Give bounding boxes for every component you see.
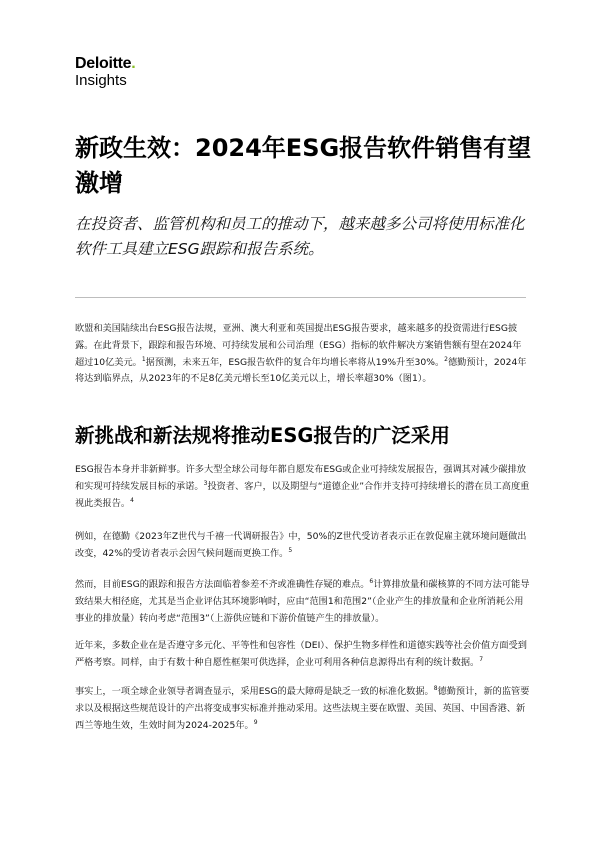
paragraph-3: [75, 577, 530, 627]
footnote-ref-8: 8: [433, 684, 438, 692]
paragraph-5: [75, 684, 530, 734]
logo-brand-text: Deloitte: [75, 55, 132, 72]
logo-brand: [75, 56, 135, 72]
intro-text-2: 据预测，未来五年，ESG报告软件的复合年均增长率将从19%升至30%。: [145, 356, 445, 368]
paragraph-4: [75, 638, 530, 672]
intro-paragraph: [75, 321, 530, 388]
paragraph-2: [75, 529, 530, 563]
logo-insights: Insights: [75, 72, 127, 89]
footnote-ref-7: 7: [479, 655, 484, 663]
intro-text-3: 德勤预计，2024年将达到临界点，从2023年的不足8亿美元增长至10亿美元以上，增长率超30%（图1）。: [75, 356, 527, 385]
paragraph-1-text-1: ESG报告本身并非新鲜事。许多大型全球公司每年都自愿发布ESG或企业可持续发展报告，强调其对减少碳排放和实现可持续发展目标的承诺。: [75, 464, 526, 492]
paragraph-5-text-1: 事实上，一项全球企业领导者调查显示，采用ESG的最大障碍是缺乏一致的标准化数据。: [75, 686, 434, 697]
paragraph-1-text-2: 投资者、客户，以及期望与“道德企业”合作并支持可持续增长的潜在员工高度重视此类报告。: [75, 480, 530, 509]
section-heading: 新挑战和新法规将推动ESG报告的广泛采用: [75, 424, 450, 447]
intro-text-1: 欧盟和美国陆续出台ESG报告法规，亚洲、澳大利亚和英国提出ESG报告要求，越来越多的投资需进行ESG披露。在此背景下，跟踪和报告环境、可持续发展和公司治理（ESG）指标的软件解决方案销售额有望在2024年超过10亿美元。: [75, 323, 522, 368]
logo-green-dot: .: [131, 55, 136, 72]
deloitte-insights-logo: [75, 56, 135, 88]
footnote-ref-4: 4: [130, 496, 134, 504]
footnote-ref-6: 6: [369, 577, 374, 585]
footnote-ref-1: 1: [141, 355, 146, 363]
paragraph-4-text-1: 近年来，多数企业在是否遵守多元化、平等性和包容性（DEI）、保护生物多样性和道德实践等社会价值方面受到严格考察。同样，由于有数十种自愿性框架可供选择，企业可利用各种信息源得出有利的统计数据。: [75, 640, 527, 668]
title-divider: [75, 297, 526, 298]
footnote-ref-9: 9: [253, 718, 258, 726]
paragraph-3-text-1: 然而，目前ESG的跟踪和报告方法面临着参差不齐或准确性存疑的难点。: [75, 579, 370, 590]
paragraph-2-text-1: 例如，在德勤《2023年Z世代与千禧一代调研报告》中，50%的Z世代受访者表示正在敦促雇主就环境问题做出改变，42%的受访者表示会因气候问题而更换工作。: [75, 531, 527, 559]
footnote-ref-5: 5: [288, 546, 293, 554]
paragraph-5-text-2: 德勤预计，新的监管要求以及根据这些规范设计的产出将变成事实标准并推动采用。这些法规主要在欧盟、美国、英国、中国香港、新西兰等地生效，生效时间为2024-2025年。: [75, 686, 530, 731]
footnote-ref-2: 2: [444, 355, 448, 363]
paragraph-3-text-2: 计算排放量和碳核算的不同方法可能导致结果大相径庭，尤其是当企业评估其环境影响时，应由“范围1和范围2”（企业产生的排放量和企业所消耗公用事业的排放量）转向考虑“范围3”（上游供应链和下游价值链产生的排放量）。: [75, 579, 530, 624]
footnote-ref-3: 3: [203, 479, 208, 487]
paragraph-1: [75, 462, 530, 512]
page-subtitle: 在投资者、监管机构和员工的推动下，越来越多公司将使用标准化软件工具建立ESG跟踪和报告系统。: [75, 215, 525, 258]
page-title: 新政生效：2024年ESG报告软件销售有望激增: [75, 134, 532, 197]
